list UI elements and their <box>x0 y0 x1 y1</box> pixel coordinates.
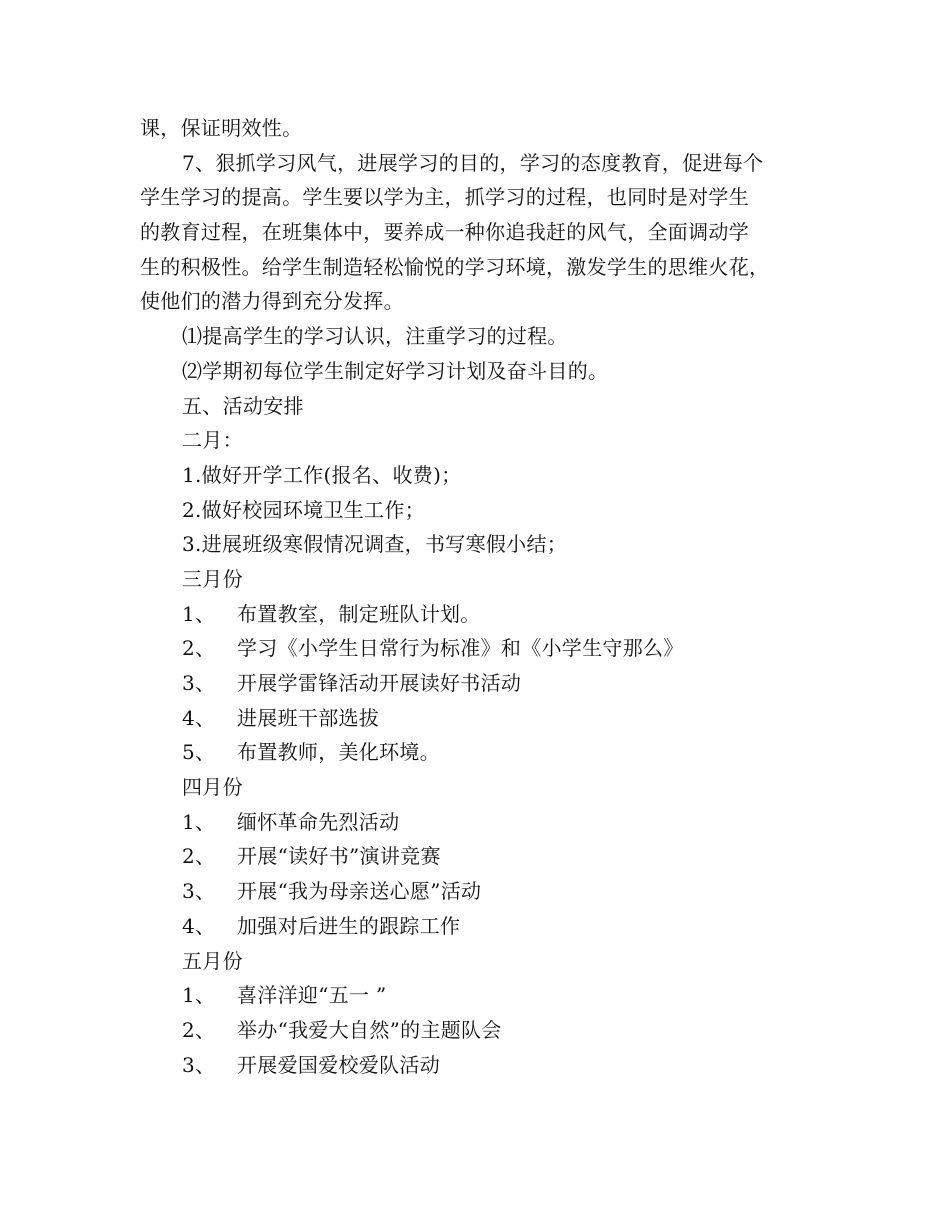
section-heading: 五、活动安排 <box>182 393 304 418</box>
paragraph-line: 的教育过程，在班集体中，要养成一种你追我赶的风气，全面调动学 <box>140 220 749 245</box>
list-item <box>140 597 840 632</box>
item-text: 喜洋洋迎“五一 ” <box>237 983 387 1008</box>
item-number: 2、 <box>182 844 216 869</box>
list-item: 3.进展班级寒假情况调查，书写寒假小结； <box>182 532 568 557</box>
item-number: 3、 <box>182 879 216 904</box>
item-number: 4、 <box>182 705 216 730</box>
list-item <box>140 909 840 944</box>
item-text: 开展学雷锋活动开展读好书活动 <box>237 671 522 695</box>
month-heading: 四月份 <box>182 775 243 800</box>
sub-point: ⑴提高学生的学习认识，注重学习的过程。 <box>182 324 568 349</box>
paragraph-line: 使他们的潜力得到充分发挥。 <box>140 289 404 314</box>
item-text: 布置教师，美化环境。 <box>237 740 440 765</box>
paragraph-line: 课，保证明效性。 <box>140 116 303 140</box>
item-text: 进展班干部选拔 <box>237 705 380 730</box>
paragraph-line: 学生学习的提高。学生要以学为主，抓学习的过程，也同时是对学生 <box>140 185 749 210</box>
month-heading: 三月份 <box>182 566 243 591</box>
list-item <box>140 701 840 736</box>
item-number: 2、 <box>182 636 216 661</box>
item-number: 3、 <box>182 671 216 695</box>
list-item <box>140 735 840 770</box>
item-number: 3、 <box>182 1052 216 1077</box>
list-item <box>140 1013 840 1048</box>
list-item <box>140 874 840 909</box>
item-text: 布置教室，制定班队计划。 <box>237 601 481 626</box>
document-page <box>140 111 840 1082</box>
list-item <box>140 839 840 874</box>
paragraph-line: 7、狠抓学习风气，进展学习的目的，学习的态度教育，促进每个 <box>182 150 764 175</box>
month-heading: 二月： <box>182 428 243 453</box>
item-text: 加强对后进生的跟踪工作 <box>237 913 461 938</box>
list-item: 2.做好校园环境卫生工作； <box>182 497 425 522</box>
item-number: 1、 <box>182 809 216 834</box>
item-text: 学习《小学生日常行为标准》和《小学生守那么》 <box>237 636 684 661</box>
item-text: 开展“我为母亲送心愿”活动 <box>237 879 482 904</box>
list-item <box>140 631 840 666</box>
list-item: 1.做好开学工作(报名、收费)； <box>182 462 462 487</box>
item-number: 1、 <box>182 601 216 626</box>
sub-point: ⑵学期初每位学生制定好学习计划及奋斗目的。 <box>182 358 609 383</box>
item-text: 缅怀革命先烈活动 <box>237 809 400 834</box>
item-number: 2、 <box>182 1017 216 1042</box>
month-heading: 五月份 <box>182 948 243 973</box>
item-text: 举办“我爱大自然”的主题队会 <box>237 1017 502 1042</box>
paragraph-line: 生的积极性。给学生制造轻松愉悦的学习环境，激发学生的思维火花， <box>140 254 770 279</box>
list-item <box>140 666 840 701</box>
list-item <box>140 805 840 840</box>
item-text: 开展“读好书”演讲竞赛 <box>237 844 441 869</box>
item-number: 4、 <box>182 913 216 938</box>
item-number: 1、 <box>182 983 216 1008</box>
list-item <box>140 1048 840 1083</box>
item-text: 开展爱国爱校爱队活动 <box>237 1052 440 1077</box>
list-item <box>140 978 840 1013</box>
item-number: 5、 <box>182 740 216 765</box>
